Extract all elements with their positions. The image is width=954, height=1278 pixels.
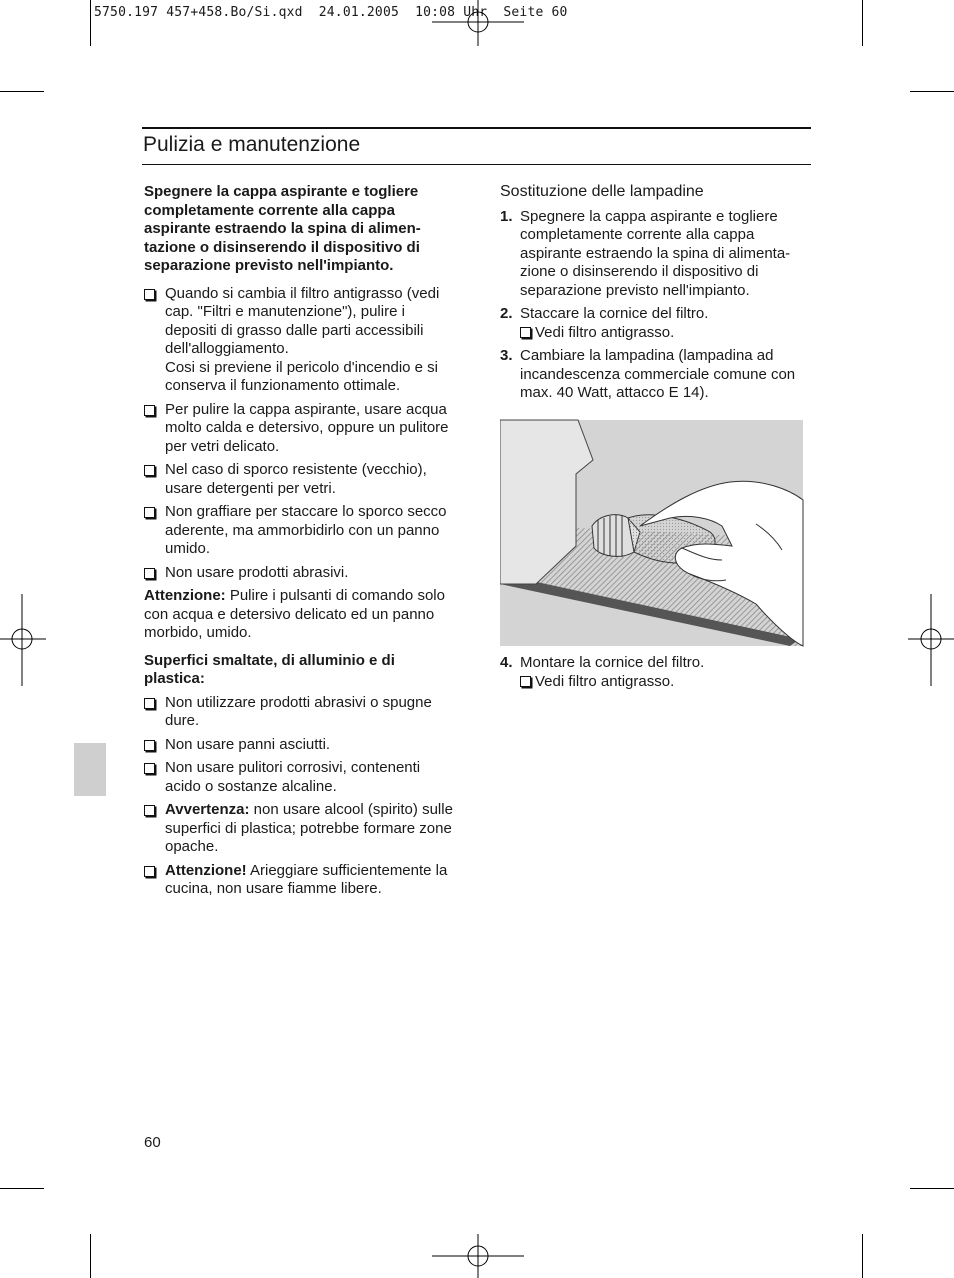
list-item: [144, 564, 456, 583]
header-rule-top: [142, 127, 811, 129]
crop-mark: [862, 0, 863, 46]
list-item-text: Non utilizzare prodotti abrasivi o spugne dure.: [165, 693, 432, 729]
list-item: [144, 461, 456, 498]
attention2-text: Arieggiare sufficientemente la cucina, non usare fiamme libere.: [165, 861, 448, 897]
checkbox-bullet-icon: [144, 805, 155, 816]
crop-mark: [0, 1188, 44, 1189]
crop-mark: [910, 91, 954, 92]
page-number: 60: [144, 1134, 161, 1151]
step-item: [500, 208, 812, 301]
step-number: 4.: [500, 654, 513, 671]
checkbox-bullet-icon: [144, 507, 155, 518]
list-item-text: Quando si cambia il filtro antigrasso (vedi cap. "Filtri e manutenzione"), pulire i depositi di grasso dalle parti accessibili dell'alloggiamento.: [165, 284, 440, 357]
checkbox-bullet-icon: [144, 289, 155, 300]
list-item-text: Cosi si previene il pericolo d'incendio e si conserva il funzionamento ottimale.: [165, 358, 439, 394]
checkbox-bullet-icon: [144, 568, 155, 579]
step-text: Staccare la cornice del filtro.: [520, 305, 709, 322]
step-reference: Vedi filtro antigrasso.: [535, 672, 675, 690]
checkbox-bullet-icon: [144, 763, 155, 774]
list-item: [144, 285, 456, 396]
crop-mark: [910, 1188, 954, 1189]
step-text: Montare la cornice del filtro.: [520, 654, 705, 671]
list-item: [144, 694, 456, 731]
crop-mark: [0, 91, 44, 92]
checkbox-bullet-icon: [144, 465, 155, 476]
file-slug: 5750.197 457+458.Bo/Si.qxd 24.01.2005 10:08 Uhr Seite 60: [94, 5, 568, 20]
registration-mark-icon: [432, 0, 524, 46]
header-rule-bottom: [142, 164, 811, 165]
bulb-replacement-final-step: [500, 654, 812, 696]
section-thumb-tab: [74, 743, 106, 796]
list-item: [144, 862, 456, 899]
list-item-text: Non usare panni asciutti.: [165, 735, 331, 753]
step-number: 1.: [500, 207, 513, 225]
attention-label: Attenzione:: [144, 587, 226, 604]
step-number: 2.: [500, 305, 513, 322]
bulb-replacement-illustration: [500, 414, 806, 650]
step-item: [500, 305, 812, 342]
list-item-text: Nel caso di sporco resistente (vecchio), usare detergenti per vetri.: [165, 461, 427, 497]
step-item: [500, 654, 812, 691]
checkbox-bullet-icon: [144, 698, 155, 709]
page-title: Pulizia e manutenzione: [143, 133, 361, 156]
list-item: [144, 503, 456, 559]
bulb-replacement-column: [500, 183, 812, 408]
step-number: 3.: [500, 347, 513, 364]
crop-mark: [862, 1234, 863, 1278]
list-item: [144, 401, 456, 457]
cleaning-column: [144, 183, 456, 904]
warning-text: non usare alcool (spirito) sulle superfici di plastica; potrebbe formare zone opache.: [165, 801, 453, 855]
registration-mark-icon: [432, 1234, 524, 1278]
list-item: [144, 801, 456, 857]
section-heading: Sostituzione delle lampadine: [500, 183, 704, 200]
list-item: [144, 759, 456, 796]
step-text: Cambiare la lampadina (lampadina ad incandescenza commerciale comune con max. 40 Watt, attacco E 14).: [520, 347, 796, 401]
list-item-text: Non usare prodotti abrasivi.: [165, 563, 349, 581]
list-item-text: Non graffiare per staccare lo sporco secco aderente, ma ammorbidirlo con un panno umido.: [165, 503, 447, 557]
attention-text: Pulire i pulsanti di comando solo con acqua e detersivo delicato ed un panno morbido, umido.: [144, 587, 445, 641]
checkbox-bullet-icon: [520, 676, 531, 687]
step-item: [500, 347, 812, 403]
registration-mark-icon: [908, 594, 954, 686]
crop-mark: [90, 0, 91, 46]
safety-intro: Spegnere la cappa aspirante e togliere completamente corrente alla cappa aspirante estraendo la spina di alimen-tazione o disinserendo il dispositivo di separazione previsto nell'impianto.: [144, 183, 421, 274]
list-item: [144, 736, 456, 755]
checkbox-bullet-icon: [144, 740, 155, 751]
checkbox-bullet-icon: [144, 866, 155, 877]
step-reference: Vedi filtro antigrasso.: [535, 323, 675, 341]
checkbox-bullet-icon: [520, 327, 531, 338]
attention-note: [144, 587, 456, 643]
surfaces-heading: Superfici smaltate, di alluminio e di plastica:: [144, 651, 395, 687]
step-text: Spegnere la cappa aspirante e togliere completamente corrente alla cappa aspirante estraendo la spina di alimenta-zione o disinserendo il dispositivo di separazione previsto nell'impianto.: [520, 207, 791, 299]
list-item-text: Non usare pulitori corrosivi, contenenti acido o sostanze alcaline.: [165, 759, 421, 795]
checkbox-bullet-icon: [144, 405, 155, 416]
crop-mark: [90, 1234, 91, 1278]
list-item-text: Per pulire la cappa aspirante, usare acqua molto calda e detersivo, oppure un pulitore per vetri delicato.: [165, 400, 449, 455]
attention2-label: Attenzione!: [165, 861, 247, 879]
registration-mark-icon: [0, 594, 46, 686]
warning-label: Avvertenza:: [165, 801, 250, 818]
